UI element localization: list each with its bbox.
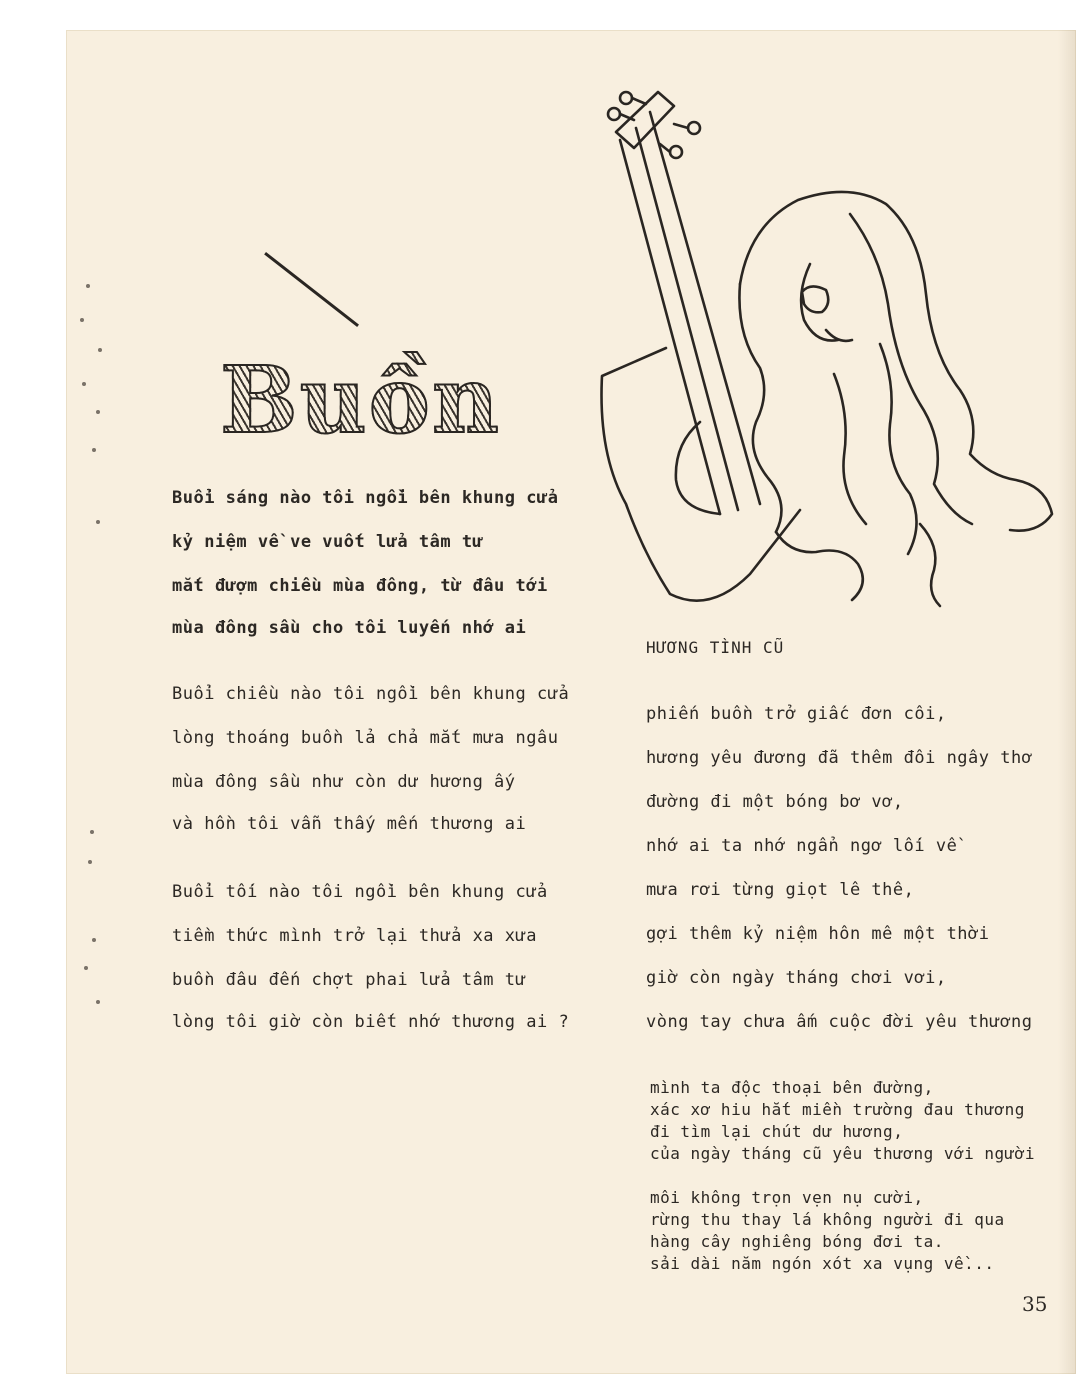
poem-line: rừng thu thay lá không người đi qua xyxy=(650,1210,1005,1229)
poem-line: của ngày tháng cũ yêu thương với người xyxy=(650,1144,1036,1163)
poem-line: mùa đông sầu cho tôi luyến nhớ ai xyxy=(172,618,527,638)
poem-line: Buổi tối nào tôi ngồi bên khung cửa xyxy=(172,882,548,902)
poem-line: vòng tay chưa ấm cuộc đời yêu thương xyxy=(646,1012,1033,1032)
poem-line: Buổi chiều nào tôi ngồi bên khung cửa xyxy=(172,684,570,704)
poem-line: buồn đâu đến chợt phai lửa tâm tư xyxy=(172,970,527,990)
poem-line: mắt đượm chiều mùa đông, từ đâu tới xyxy=(172,576,548,596)
poem-line: tiềm thức mình trở lại thửa xa xưa xyxy=(172,926,537,946)
poem-line: môi không trọn vẹn nụ cười, xyxy=(650,1188,924,1207)
poem-line: giờ còn ngày tháng chơi vơi, xyxy=(646,968,947,988)
poem-line: gợi thêm kỷ niệm hôn mê một thời xyxy=(646,924,990,944)
poem-line: lòng tôi giờ còn biết nhớ thương ai ? xyxy=(172,1012,570,1032)
paper-edge-shadow xyxy=(1058,30,1076,1374)
guitar-girl-illustration xyxy=(590,84,1060,614)
poem-line: mình ta độc thoại bên đường, xyxy=(650,1078,934,1097)
poem-title: Buồn xyxy=(220,346,501,454)
guitar-body xyxy=(602,348,801,601)
poem-line: lòng thoáng buồn lả chả mắt mưa ngâu xyxy=(172,728,559,748)
poem-line: hàng cây nghiêng bóng đơi ta. xyxy=(650,1232,944,1251)
poem-line: mưa rơi từng giọt lê thê, xyxy=(646,880,915,900)
poem-line: hương yêu đương đã thêm đôi ngây thơ xyxy=(646,748,1033,768)
poem-line: kỷ niệm về ve vuốt lửa tâm tư xyxy=(172,532,484,552)
girl-hair-face xyxy=(739,192,1052,606)
poem-line: sải dài năm ngón xót xa vụng về... xyxy=(650,1254,995,1273)
binding-holes xyxy=(0,0,60,1396)
poem-line: nhớ ai ta nhớ ngẩn ngơ lối về xyxy=(646,836,958,856)
poem-line: phiến buồn trở giấc đơn côi, xyxy=(646,704,947,724)
poem-line: đi tìm lại chút dư hương, xyxy=(650,1122,904,1141)
poem-line: Buổi sáng nào tôi ngồi bên khung cửa xyxy=(172,488,559,508)
poem-line: đường đi một bóng bơ vơ, xyxy=(646,792,904,812)
poem-line: xác xơ hiu hắt miền trường đau thương xyxy=(650,1100,1025,1119)
poem-line: và hồn tôi vẫn thấy mến thương ai xyxy=(172,814,527,834)
author-name: HƯƠNG TÌNH CŨ xyxy=(646,638,785,657)
poem-line: mùa đông sầu như còn dư hương ấy xyxy=(172,772,516,792)
page-number: 35 xyxy=(1022,1292,1048,1316)
